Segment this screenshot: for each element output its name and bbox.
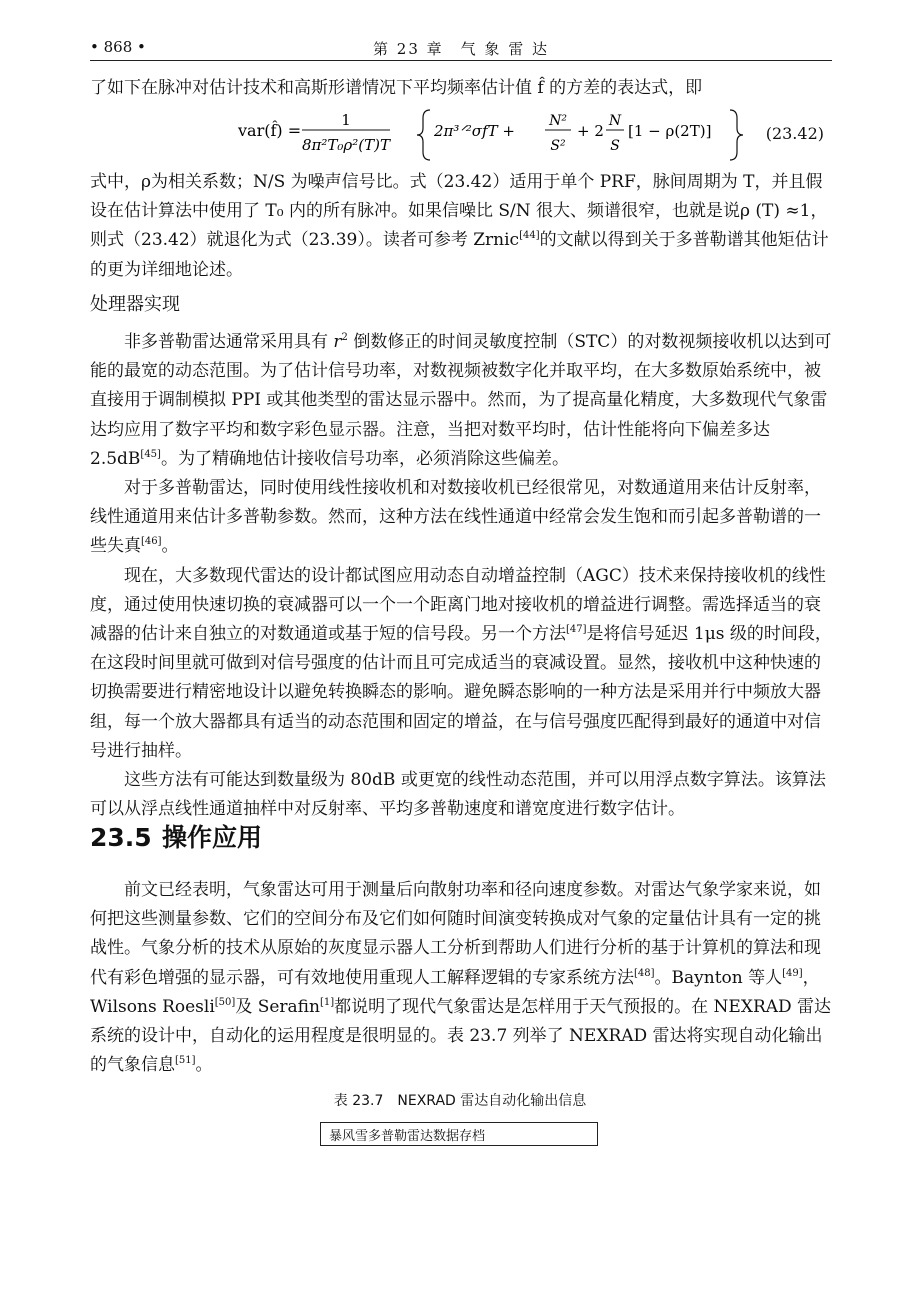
eq-term3-den: S bbox=[610, 138, 620, 154]
citation-46: [46] bbox=[141, 536, 162, 548]
processor-paragraph-1: 非多普勒雷达通常采用具有 $r^2$ 倒数修正的时间灵敏度控制（STC）的对数视频接收机以达到可能的最宽的动态范围。为了估计信号功率，对数视频被数字化并取平均，在大多数原始系统中，被直接用于调制模拟 PPI 或其他类型的雷达显示器中。然而，为了提高量化精度，大多数现代气象雷达均应用了数字平均和数字彩色显示器。注意，当把对数平均时，估计性能将向下偏差多达 2.5dB[45]。为了精确地估计接收信号功率，必须消除这些偏差。 bbox=[90, 332, 832, 469]
processor-paragraph-3: 现在，大多数现代雷达的设计都试图应用动态自动增益控制（AGC）技术来保持接收机的线性度，通过使用快速切换的衰减器可以一个一个距离门地对接收机的增益进行调整。需选择适当的衰减器的估计来自独立的对数通道或基于短的信号段。另一个方法[47]是将信号延迟 1μs 级的时间段，在这段时间里就可做到对信号强度的估计而且可完成适当的衰减设置。显然，接收机中这种快速的切换需要进行精密地设计以避免转换瞬态的影响。避免瞬态影响的一种方法是采用并行中频放大器组，每一个放大器都具有适当的动态范围和固定的增益，在与信号强度匹配得到最好的通道中对信号进行抽样。 bbox=[90, 565, 832, 761]
eq-term2-den: S² bbox=[550, 138, 566, 154]
citation-47: [47] bbox=[566, 624, 587, 636]
eq-term3-num: N bbox=[608, 113, 622, 129]
citation-1: [1] bbox=[319, 996, 335, 1008]
equation-graphic bbox=[90, 106, 832, 164]
nexrad-output-table bbox=[320, 1122, 598, 1146]
citation-48: [48] bbox=[634, 967, 655, 979]
paragraph-after-equation bbox=[90, 168, 832, 285]
eq-frac-denominator: 8π²T₀ρ²(T)T bbox=[302, 136, 390, 154]
section-heading-23-5 bbox=[90, 818, 262, 854]
operations-paragraph: 前文已经表明，气象雷达可用于测量后向散射功率和径向速度参数。对雷达气象学家来说，如何把这些测量参数、它们的空间分布及它们如何随时间演变转换成对气象的定量估计具有一定的挑战性。气象分析的技术从原始的灰度显示器人工分析到帮助人们进行分析的基于计算机的算法和现代有彩色增强的显示器，可有效地使用重现人工解释逻辑的专家系统方法[48]。Baynton 等人[49]，Wilsons Roesli[50]及 Serafin[1]都说明了现代气象雷达是怎样用于天气预报的。在 NEXRAD 雷达系统的设计中，自动化的运用程度是很明显的。表 23.7 列举了 NEXRAD 雷达将实现自动化输出的气象信息[51]。 bbox=[90, 880, 832, 1076]
eq-term1: 2π³ᐟ²σfT + bbox=[434, 122, 515, 140]
citation-49: [49] bbox=[782, 967, 803, 979]
eq-explanation-text-end: 的文献以得到关于多普勒谱其他矩估计的更为详细地论述。 bbox=[90, 230, 829, 280]
page-number: • 868 • bbox=[90, 38, 146, 56]
operations-section-body bbox=[90, 876, 832, 1080]
eq-term3-tail: [1 − ρ(2T)] bbox=[628, 122, 712, 140]
processor-section-body bbox=[90, 328, 832, 824]
table-caption: 表 23.7 NEXRAD 雷达自动化输出信息 bbox=[333, 1093, 587, 1109]
running-header bbox=[90, 34, 832, 61]
processor-paragraph-4: 这些方法有可能达到数量级为 80dB 或更宽的线性动态范围，并可以用浮点数字算法。该算法可以从浮点线性通道抽样中对反射率、平均多普勒速度和谱宽度进行数字估计。 bbox=[90, 770, 826, 820]
eq-explanation-text: 式中，ρ为相关系数；N/S 为噪声信号比。式（23.42）适用于单个 PRF，脉间周期为 T，并且假设在估计算法中使用了 T₀ 内的所有脉冲。如果信噪比 S/N 很大、频谱很窄，也就是说ρ (T) ≈1，则式（23.42）就退化为式（23.39）。读者可参考 Zrnic bbox=[90, 172, 828, 251]
eq-term3-mid: + 2 bbox=[577, 122, 604, 140]
intro-line: 了如下在脉冲对估计技术和高斯形谱情况下平均频率估计值 f̂ 的方差的表达式，即 bbox=[90, 78, 703, 98]
citation-45: [45] bbox=[140, 448, 161, 460]
chapter-title: 第 23 章 气 象 雷 达 bbox=[373, 40, 549, 58]
intro-paragraph bbox=[90, 74, 832, 103]
processor-paragraph-2: 对于多普勒雷达，同时使用线性接收机和对数接收机已经很常见，对数通道用来估计反射率，线性通道用来估计多普勒参数。然而，这种方法在线性通道中经常会发生饱和而引起多普勒谱的一些失真[46]。 bbox=[90, 478, 821, 557]
citation-50: [50] bbox=[214, 996, 236, 1008]
equation-23-42 bbox=[90, 106, 832, 164]
eq-lhs: var(f̂) = bbox=[238, 121, 302, 140]
eq-frac-numerator: 1 bbox=[341, 111, 351, 129]
section-title: 操作应用 bbox=[162, 823, 263, 852]
subheading-processor: 处理器实现 bbox=[90, 294, 180, 315]
table-cell: 暴风雪多普勒雷达数据存档 bbox=[329, 1129, 486, 1144]
section-number: 23.5 bbox=[90, 823, 152, 852]
equation-number: (23.42) bbox=[765, 124, 824, 143]
citation-44: [44] bbox=[519, 230, 540, 242]
eq-term2-num: N² bbox=[549, 113, 567, 129]
citation-51: [51] bbox=[175, 1055, 196, 1067]
